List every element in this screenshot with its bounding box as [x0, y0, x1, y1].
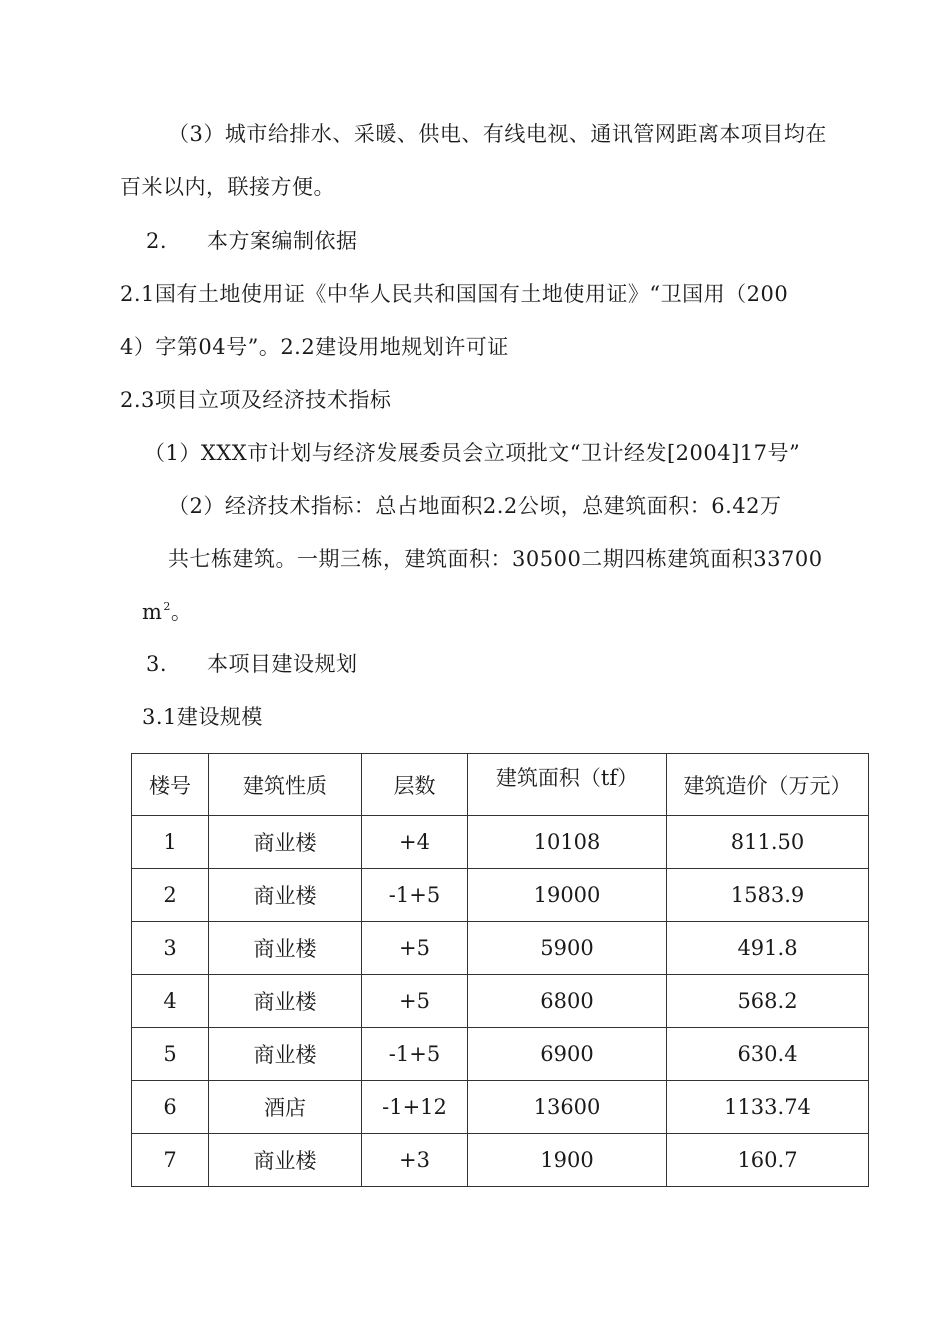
section-number: 3.: [146, 652, 168, 676]
table-row: [132, 1081, 869, 1134]
cell-floor-area: 5900: [468, 922, 667, 975]
paragraph-utilities: （3）城市给排水、采暖、供电、有线电视、通讯管网距离本项目均在: [168, 122, 827, 146]
cell-floors: -1+5: [362, 869, 468, 922]
header-cost: 建筑造价（万元）: [667, 754, 869, 816]
section-title: 本方案编制依据: [207, 229, 358, 253]
cell-floors: +5: [362, 922, 468, 975]
table-row: [132, 1134, 869, 1187]
cell-cost: 491.8: [667, 922, 869, 975]
header-floors: 层数: [362, 754, 468, 816]
unit-period: 。: [170, 600, 193, 624]
paragraph-land-cert-cont: 4）字第04号”。2.2建设用地规划许可证: [120, 335, 509, 359]
unit-superscript: 2: [163, 600, 171, 613]
cell-building-type: 商业楼: [209, 816, 362, 869]
cell-floor-area: 10108: [468, 816, 667, 869]
paragraph-land-cert: 2.1国有土地使用证《中华人民共和国国有土地使用证》“卫国用（200: [120, 282, 789, 306]
header-building-no: 楼号: [132, 754, 209, 816]
header-building-type: 建筑性质: [209, 754, 362, 816]
unit-m: m: [142, 600, 163, 624]
table-row: [132, 816, 869, 869]
cell-building-no: 3: [132, 922, 209, 975]
cell-floors: +4: [362, 816, 468, 869]
cell-floor-area: 19000: [468, 869, 667, 922]
cell-cost: 811.50: [667, 816, 869, 869]
paragraph-indicators-heading: 2.3项目立项及经济技术指标: [120, 388, 392, 412]
cell-building-type: 商业楼: [209, 1134, 362, 1187]
table-row: [132, 922, 869, 975]
section-title: 本项目建设规划: [207, 652, 358, 676]
cell-cost: 1133.74: [667, 1081, 869, 1134]
cell-floors: -1+12: [362, 1081, 468, 1134]
section-number: 2.: [146, 229, 168, 253]
area-unit: [142, 598, 192, 630]
cell-building-no: 6: [132, 1081, 209, 1134]
section-heading-2: [146, 227, 358, 255]
cell-floors: +3: [362, 1134, 468, 1187]
cell-floor-area: 1900: [468, 1134, 667, 1187]
cell-floors: +5: [362, 975, 468, 1028]
cell-building-no: 1: [132, 816, 209, 869]
construction-scale-table: [131, 753, 869, 1187]
paragraph-utilities-cont: 百米以内，联接方便。: [120, 175, 335, 199]
cell-building-type: 商业楼: [209, 1028, 362, 1081]
cell-floors: -1+5: [362, 1028, 468, 1081]
table-row: [132, 975, 869, 1028]
cell-building-type: 商业楼: [209, 975, 362, 1028]
cell-building-type: 商业楼: [209, 869, 362, 922]
cell-building-no: 2: [132, 869, 209, 922]
table-header-row: [132, 754, 869, 816]
cell-building-type: 商业楼: [209, 922, 362, 975]
cell-floor-area: 13600: [468, 1081, 667, 1134]
paragraph-indicators: （2）经济技术指标：总占地面积2.2公顷，总建筑面积：6.42万: [168, 494, 782, 518]
subsection-scale: 3.1建设规模: [142, 705, 263, 729]
paragraph-approval: （1）XXX市计划与经济发展委员会立项批文“卫计经发[2004]17号”: [144, 441, 801, 465]
cell-floor-area: 6800: [468, 975, 667, 1028]
table-row: [132, 1028, 869, 1081]
cell-cost: 160.7: [667, 1134, 869, 1187]
cell-floor-area: 6900: [468, 1028, 667, 1081]
cell-building-no: 7: [132, 1134, 209, 1187]
cell-cost: 1583.9: [667, 869, 869, 922]
header-floor-area: 建筑面积（tf）: [468, 754, 667, 816]
cell-building-no: 4: [132, 975, 209, 1028]
cell-building-no: 5: [132, 1028, 209, 1081]
paragraph-buildings: 共七栋建筑。一期三栋，建筑面积：30500二期四栋建筑面积33700: [168, 547, 823, 571]
cell-building-type: 酒店: [209, 1081, 362, 1134]
cell-cost: 568.2: [667, 975, 869, 1028]
section-heading-3: [146, 650, 358, 678]
table-row: [132, 869, 869, 922]
cell-cost: 630.4: [667, 1028, 869, 1081]
